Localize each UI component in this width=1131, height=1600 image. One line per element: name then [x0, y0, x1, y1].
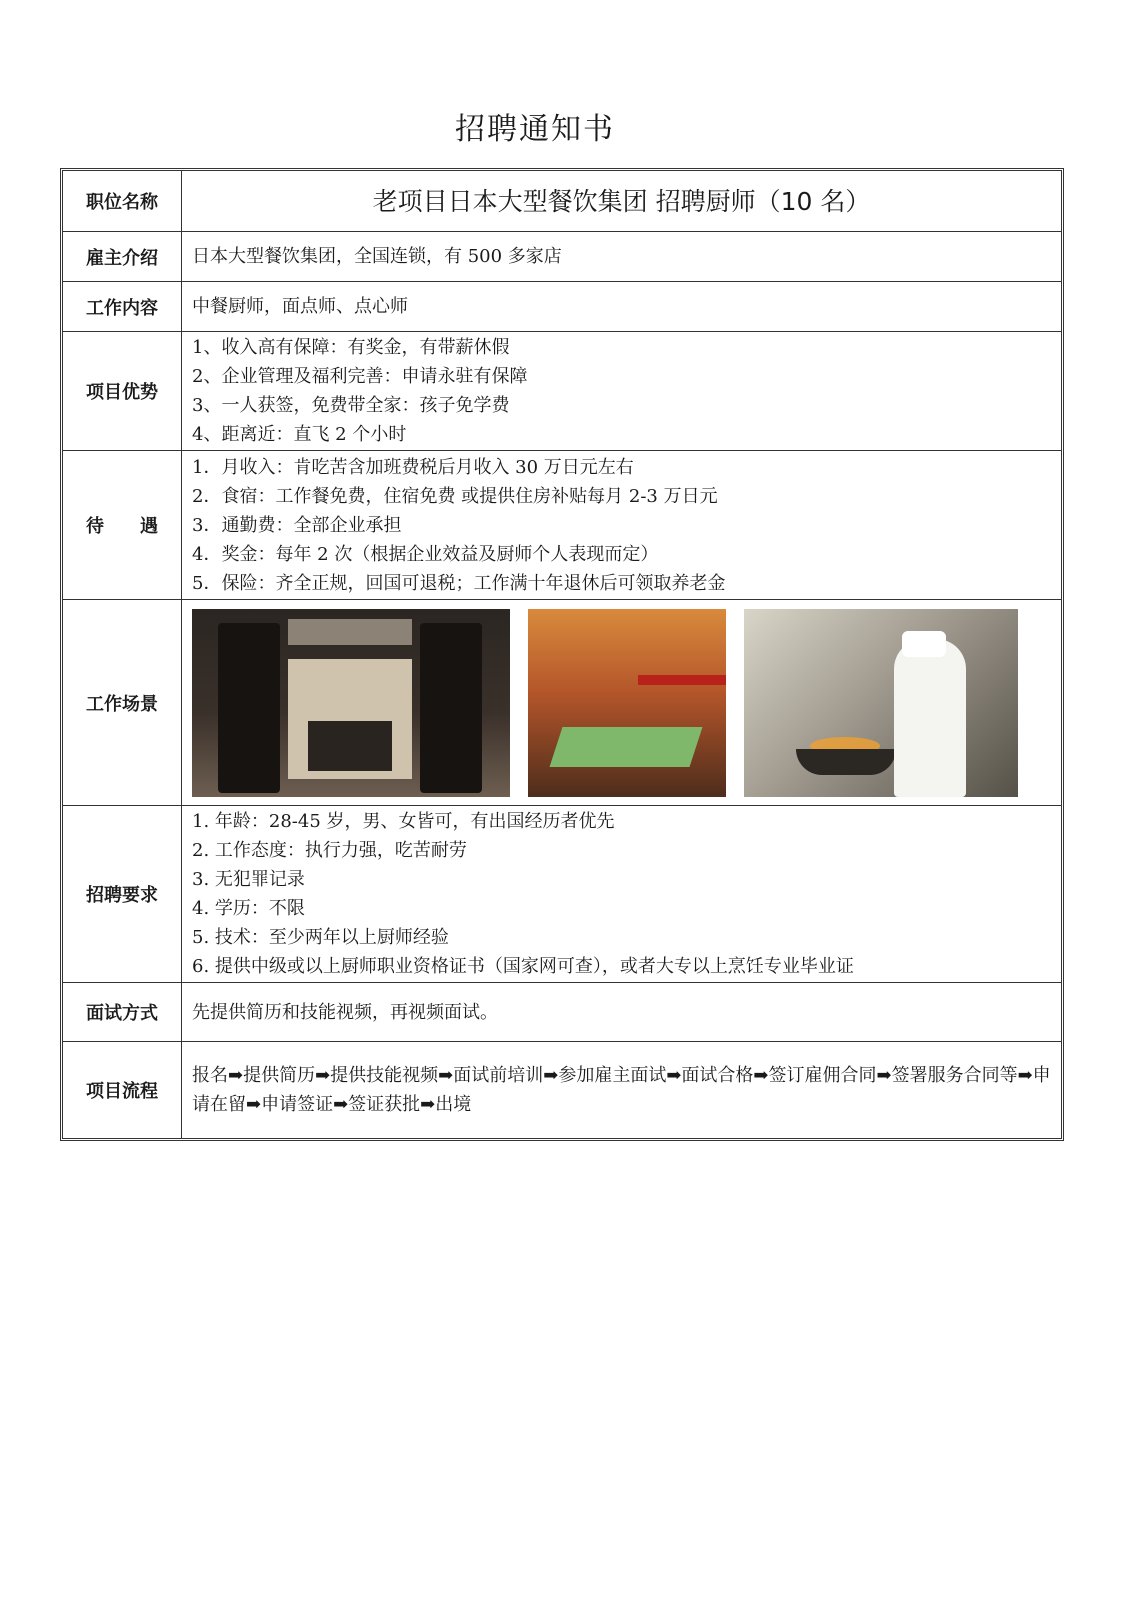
row-work [63, 281, 1061, 331]
advantages-list [182, 332, 1061, 450]
interview-text: 先提供简历和技能视频，再视频面试。 [192, 1001, 498, 1023]
row-label: 职位名称 [63, 171, 182, 231]
list-item: 1．月收入：肯吃苦含加班费税后月收入 30 万日元左右 [192, 456, 634, 478]
row-benefits [63, 450, 1061, 599]
position-title: 老项目日本大型餐饮集团 招聘厨师（10 名） [372, 186, 871, 216]
list-item: 4、距离近：直飞 2 个小时 [192, 424, 407, 445]
list-item: 2. 工作态度：执行力强，吃苦耐劳 [192, 840, 467, 861]
row-label: 招聘要求 [63, 806, 182, 982]
chef-cooking-photo [744, 609, 1018, 797]
list-item: 2．食宿：工作餐免费，住宿免费 或提供住房补贴每月 2-3 万日元 [192, 485, 718, 507]
row-employer [63, 231, 1061, 281]
row-label: 面试方式 [63, 983, 182, 1041]
list-item: 1. 年龄：28-45 岁，男、女皆可，有出国经历者优先 [192, 811, 615, 832]
list-item: 1、收入高有保障：有奖金，有带薪休假 [192, 337, 510, 358]
list-item: 3．通勤费：全部企业承担 [192, 514, 402, 536]
employer-text: 日本大型餐饮集团，全国连锁，有 500 多家店 [192, 246, 562, 267]
list-item: 4．奖金：每年 2 次（根据企业效益及厨师个人表现而定） [192, 543, 659, 565]
list-item: 2、企业管理及福利完善：申请永驻有保障 [192, 366, 528, 387]
row-process [63, 1041, 1061, 1138]
dining-room-photo [528, 609, 726, 797]
process-text: 报名➡提供简历➡提供技能视频➡面试前培训➡参加雇主面试➡面试合格➡签订雇佣合同➡签署服务合同等➡申请在留➡申请签证➡签证获批➡出境 [192, 1065, 1051, 1115]
benefits-list [182, 451, 1061, 599]
row-requirements [63, 805, 1061, 982]
list-item: 5．保险：齐全正规，回国可退税；工作满十年退休后可领取养老金 [192, 572, 726, 594]
work-text: 中餐厨师，面点师、点心师 [192, 296, 408, 317]
restaurant-entrance-photo [192, 609, 510, 797]
list-item: 3. 无犯罪记录 [192, 869, 305, 890]
row-label: 雇主介绍 [63, 232, 182, 281]
row-label: 待 遇 [63, 451, 182, 599]
list-item: 6. 提供中级或以上厨师职业资格证书（国家网可查），或者大专以上烹饪专业毕业证 [192, 956, 854, 977]
page-title: 招聘通知书 [455, 112, 615, 147]
row-label: 项目优势 [63, 332, 182, 450]
row-label: 工作内容 [63, 282, 182, 331]
row-label: 工作场景 [63, 600, 182, 805]
list-item: 5. 技术：至少两年以上厨师经验 [192, 927, 449, 948]
row-interview [63, 982, 1061, 1041]
row-scene [63, 599, 1061, 805]
list-item: 3、一人获签，免费带全家：孩子免学费 [192, 395, 510, 416]
list-item: 4. 学历：不限 [192, 898, 305, 919]
row-label: 项目流程 [63, 1042, 182, 1138]
row-position [63, 171, 1061, 231]
requirements-list [182, 806, 1061, 982]
scene-photos [182, 600, 1061, 805]
row-advantages [63, 331, 1061, 450]
recruitment-table [60, 168, 1064, 1141]
